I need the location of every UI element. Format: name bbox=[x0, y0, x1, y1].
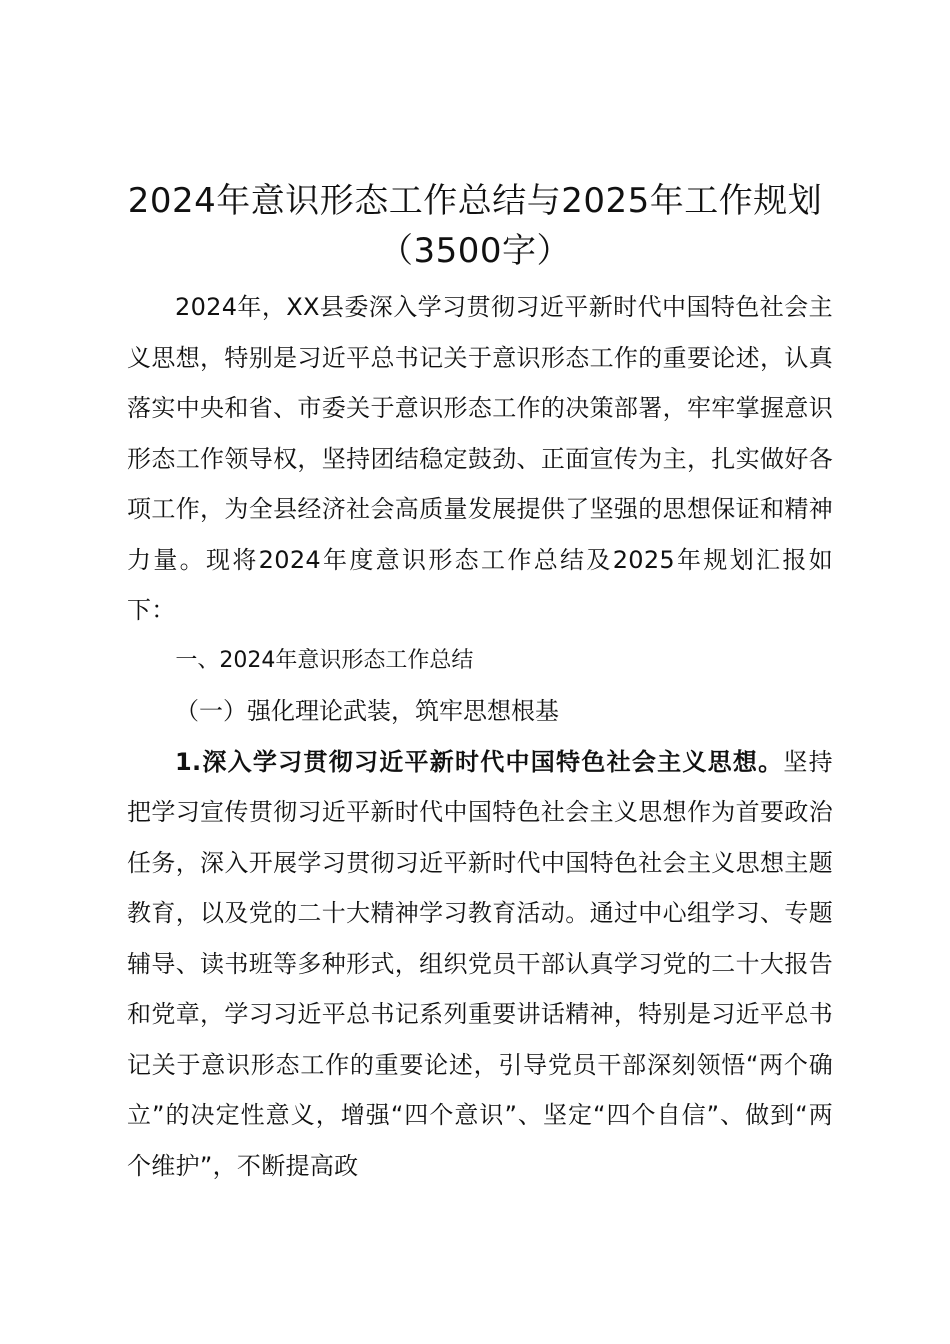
section-heading: 一、2024年意识形态工作总结 bbox=[175, 647, 474, 673]
document-body bbox=[127, 282, 833, 1191]
item-1-lead: 1.深入学习贯彻习近平新时代中国特色社会主义思想。 bbox=[175, 747, 784, 776]
item-1-paragraph bbox=[127, 737, 833, 1192]
intro-paragraph: 2024年，XX县委深入学习贯彻习近平新时代中国特色社会主义思想，特别是习近平总书记关于意识形态工作的重要论述，认真落实中央和省、市委关于意识形态工作的决策部署，牢牢掌握意识形态工作领导权，坚持团结稳定鼓劲、正面宣传为主，扎实做好各项工作，为全县经济社会高质量发展提供了坚强的思想保证和精神力量。现将2024年度意识形态工作总结及2025年规划汇报如下： bbox=[127, 293, 833, 624]
item-1-body: 坚持把学习宣传贯彻习近平新时代中国特色社会主义思想作为首要政治任务，深入开展学习贯彻习近平新时代中国特色社会主义思想主题教育，以及党的二十大精神学习教育活动。通过中心组学习、专题辅导、读书班等多种形式，组织党员干部认真学习党的二十大报告和党章，学习习近平总书记系列重要讲话精神，特别是习近平总书记关于意识形态工作的重要论述，引导党员干部深刻领悟“两个确立”的决定性意义，增强“四个意识”、坚定“四个自信”、做到“两个维护”，不断提高政 bbox=[127, 747, 833, 1180]
subsection-heading: （一）强化理论武装，筑牢思想根基 bbox=[175, 697, 559, 725]
document-title: 2024年意识形态工作总结与2025年工作规划（3500字） bbox=[127, 181, 823, 271]
